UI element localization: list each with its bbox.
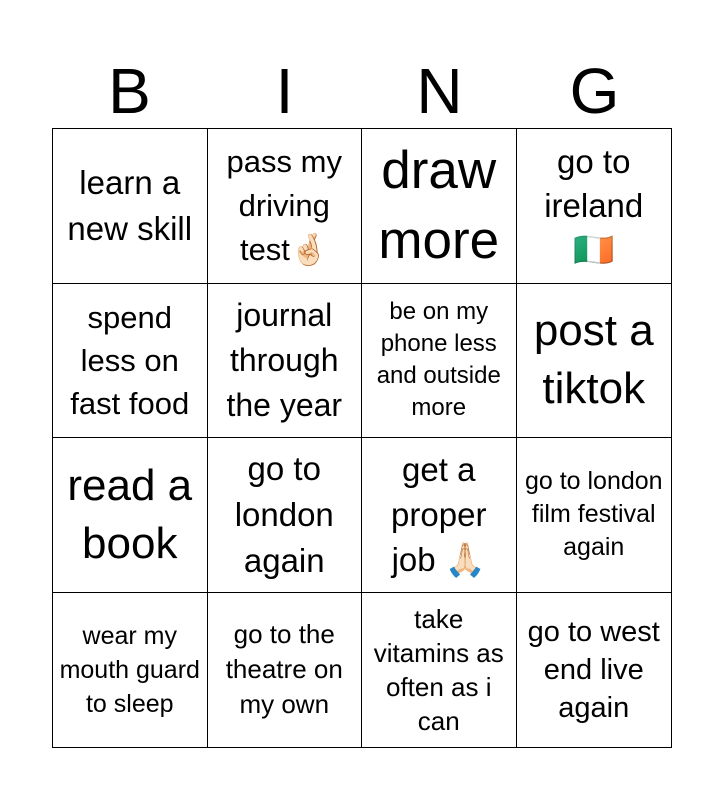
bingo-cell[interactable] <box>362 284 517 439</box>
cell-text: go to west end live again <box>527 615 660 724</box>
bingo-cell[interactable] <box>208 129 363 284</box>
bingo-cell[interactable] <box>517 438 672 593</box>
header-letter-n: N <box>416 55 463 127</box>
cell-text: wear my mouth guard to sleep <box>59 621 200 718</box>
header-letter-i: I <box>275 55 294 127</box>
bingo-cell[interactable] <box>362 438 517 593</box>
bingo-cell[interactable] <box>53 284 208 439</box>
cell-text: go to ireland 🇮🇪 <box>544 142 644 268</box>
cell-text: go to london film festival again <box>524 467 663 562</box>
cell-text: pass my driving test🤞🏻 <box>226 143 342 267</box>
bingo-cell[interactable] <box>517 284 672 439</box>
cell-text: draw more <box>378 140 500 270</box>
bingo-cell[interactable] <box>208 593 363 748</box>
cell-text: spend less on fast food <box>70 299 190 421</box>
cell-text: journal through the year <box>226 296 343 423</box>
cell-text: learn a new skill <box>67 163 193 247</box>
cell-text: go to london again <box>234 449 334 579</box>
header-letter-g: G <box>569 55 620 127</box>
cell-text: post a tiktok <box>533 306 654 414</box>
bingo-cell[interactable] <box>362 129 517 284</box>
cell-text: be on my phone less and outside more <box>376 298 501 422</box>
bingo-cell[interactable] <box>53 593 208 748</box>
bingo-cell[interactable] <box>53 129 208 284</box>
header-letter-b: B <box>108 55 151 127</box>
bingo-cell[interactable] <box>208 284 363 439</box>
bingo-header <box>52 52 672 128</box>
cell-text: take vitamins as often as i can <box>373 603 504 736</box>
bingo-cell[interactable] <box>362 593 517 748</box>
cell-text: read a book <box>67 460 193 568</box>
bingo-cell[interactable] <box>208 438 363 593</box>
bingo-cell[interactable] <box>517 129 672 284</box>
cell-text: get a proper job 🙏🏻 <box>391 451 487 579</box>
bingo-cell[interactable] <box>53 438 208 593</box>
bingo-cell[interactable] <box>517 593 672 748</box>
bingo-grid <box>52 128 672 748</box>
cell-text: go to the theatre on my own <box>225 619 343 720</box>
